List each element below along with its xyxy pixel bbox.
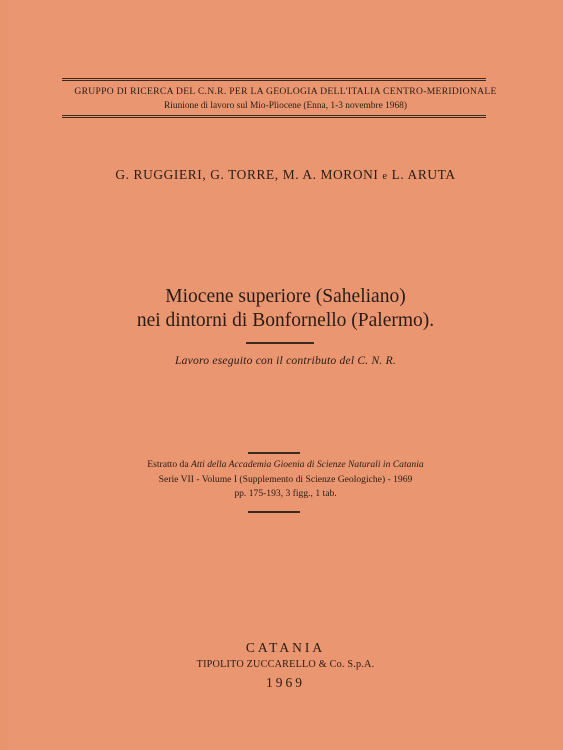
authors-line xyxy=(8,167,563,183)
title-line-2: nei dintorni di Bonfornello (Palermo). xyxy=(136,310,435,331)
extract-prefix: Estratto da xyxy=(147,459,189,470)
imprint-printer: TIPOLITO ZUCCARELLO & Co. S.p.A. xyxy=(196,659,375,670)
funding-note: Lavoro eseguito con il contributo del C. N. R. xyxy=(175,354,396,367)
authors-last: L. ARUTA xyxy=(391,167,456,182)
header-meeting: Riunione di lavoro sul Mio-Pliocene (Enna, 1-3 novembre 1968) xyxy=(164,101,407,111)
paper-title xyxy=(8,285,563,333)
top-rule-lower xyxy=(62,80,486,81)
authors-main: G. RUGGIERI, G. TORRE, M. A. MORONI xyxy=(115,167,379,182)
top-rule-upper xyxy=(62,78,486,79)
header-rule-lower xyxy=(62,117,486,118)
authors-conjunction: e xyxy=(382,171,388,182)
cover-paper xyxy=(8,0,563,750)
extract-block xyxy=(8,458,563,502)
header-rule-upper xyxy=(62,115,486,116)
imprint-year: 1969 xyxy=(266,675,305,690)
journal-name: Atti della Accademia Gioenia di Scienze Naturali in Catania xyxy=(190,459,424,470)
title-divider xyxy=(246,342,314,344)
title-line-1: Miocene superiore (Saheliano) xyxy=(165,286,406,307)
extract-series: Serie VII - Volume I (Supplemento di Scienze Geologiche) - 1969 xyxy=(158,473,413,485)
header-group-name: GRUPPO DI RICERCA DEL C.N.R. PER LA GEOLOGIA DELL'ITALIA CENTRO-MERIDIONALE xyxy=(74,86,497,97)
extract-source xyxy=(8,458,563,473)
extract-divider-top xyxy=(248,452,300,454)
extract-pages: pp. 175-193, 3 figg., 1 tab. xyxy=(234,488,337,499)
extract-divider-bottom xyxy=(248,511,300,513)
imprint-city: CATANIA xyxy=(245,640,326,655)
